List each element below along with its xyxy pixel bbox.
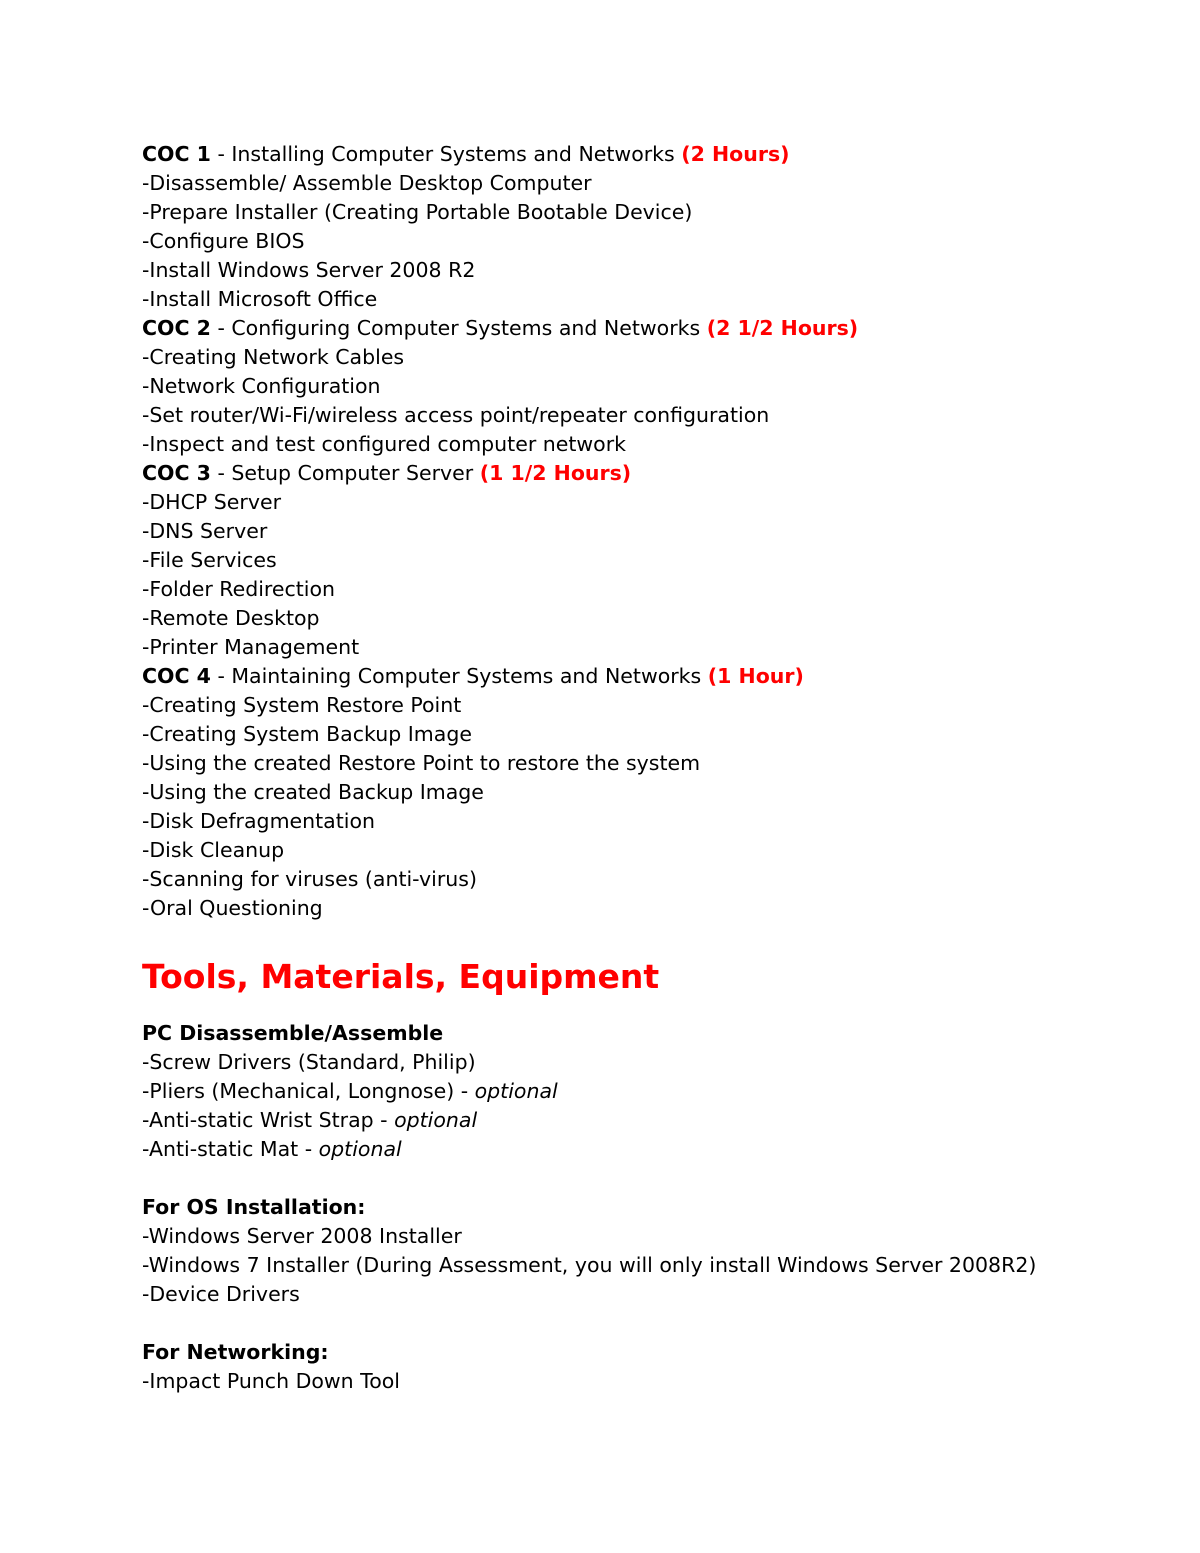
spacer bbox=[142, 1309, 1142, 1338]
list-item: -Device Drivers bbox=[142, 1282, 300, 1306]
coc-code: COC 3 bbox=[142, 461, 211, 485]
coc-separator: - bbox=[210, 316, 232, 340]
coc-separator: - bbox=[210, 142, 232, 166]
list-item: -Oral Questioning bbox=[142, 896, 323, 920]
list-item: -Install Microsoft Office bbox=[142, 287, 378, 311]
list-item bbox=[142, 1077, 1142, 1106]
list-item: -Using the created Restore Point to restore the system bbox=[142, 751, 701, 775]
list-item: -Disk Cleanup bbox=[142, 838, 285, 862]
coc-separator: - bbox=[210, 461, 232, 485]
tool-text: -Pliers (Mechanical, Longnose) - bbox=[142, 1079, 475, 1103]
optional-note: optional bbox=[474, 1079, 558, 1103]
list-item: -DHCP Server bbox=[142, 490, 282, 514]
tool-text: -Anti-static Wrist Strap - bbox=[142, 1108, 395, 1132]
list-item: -Disassemble/ Assemble Desktop Computer bbox=[142, 171, 592, 195]
coc-title: Setup Computer Server bbox=[231, 461, 474, 485]
coc-title: Maintaining Computer Systems and Networks bbox=[231, 664, 702, 688]
list-item: -Using the created Backup Image bbox=[142, 780, 484, 804]
optional-note: optional bbox=[394, 1108, 478, 1132]
list-item: -Network Configuration bbox=[142, 374, 381, 398]
coc-heading bbox=[142, 662, 1142, 691]
coc-code: COC 4 bbox=[142, 664, 211, 688]
coc-hours: (1 Hour) bbox=[707, 664, 804, 688]
list-item: -Disk Defragmentation bbox=[142, 809, 376, 833]
list-item: -Printer Management bbox=[142, 635, 360, 659]
document-page bbox=[142, 140, 1142, 1396]
list-item bbox=[142, 1135, 1142, 1164]
coc-title: Installing Computer Systems and Networks bbox=[231, 142, 675, 166]
coc-code: COC 2 bbox=[142, 316, 211, 340]
list-item: -Windows 7 Installer (During Assessment, you will only install Windows Server 2008R2) bbox=[142, 1253, 1037, 1277]
pc-heading: PC Disassemble/Assemble bbox=[142, 1021, 444, 1045]
list-item: -Scanning for viruses (anti-virus) bbox=[142, 867, 477, 891]
tool-text: -Screw Drivers (Standard, Philip) bbox=[142, 1050, 476, 1074]
coc-title: Configuring Computer Systems and Networks bbox=[231, 316, 701, 340]
spacer bbox=[142, 1164, 1142, 1193]
list-item: -Remote Desktop bbox=[142, 606, 320, 630]
list-item: -Set router/Wi-Fi/wireless access point/repeater configuration bbox=[142, 403, 770, 427]
list-item bbox=[142, 1106, 1142, 1135]
list-item: -File Services bbox=[142, 548, 277, 572]
list-item: -Install Windows Server 2008 R2 bbox=[142, 258, 476, 282]
optional-note: optional bbox=[318, 1137, 402, 1161]
os-heading: For OS Installation: bbox=[142, 1195, 366, 1219]
list-item: -Creating System Backup Image bbox=[142, 722, 472, 746]
list-item: -Impact Punch Down Tool bbox=[142, 1369, 401, 1393]
coc-heading bbox=[142, 459, 1142, 488]
list-item: -Prepare Installer (Creating Portable Bootable Device) bbox=[142, 200, 693, 224]
coc-hours: (2 1/2 Hours) bbox=[706, 316, 859, 340]
coc-heading bbox=[142, 314, 1142, 343]
list-item: -Creating Network Cables bbox=[142, 345, 405, 369]
section-title: Tools, Materials, Equipment bbox=[142, 957, 660, 996]
list-item: -Folder Redirection bbox=[142, 577, 336, 601]
coc-separator: - bbox=[210, 664, 232, 688]
networking-heading: For Networking: bbox=[142, 1340, 329, 1364]
coc-hours: (1 1/2 Hours) bbox=[479, 461, 632, 485]
list-item: -Inspect and test configured computer network bbox=[142, 432, 627, 456]
coc-hours: (2 Hours) bbox=[681, 142, 790, 166]
coc-heading bbox=[142, 140, 1142, 169]
list-item: -Windows Server 2008 Installer bbox=[142, 1224, 462, 1248]
list-item: -Configure BIOS bbox=[142, 229, 305, 253]
list-item bbox=[142, 1048, 1142, 1077]
list-item: -Creating System Restore Point bbox=[142, 693, 462, 717]
list-item: -DNS Server bbox=[142, 519, 268, 543]
tool-text: -Anti-static Mat - bbox=[142, 1137, 319, 1161]
coc-code: COC 1 bbox=[142, 142, 211, 166]
